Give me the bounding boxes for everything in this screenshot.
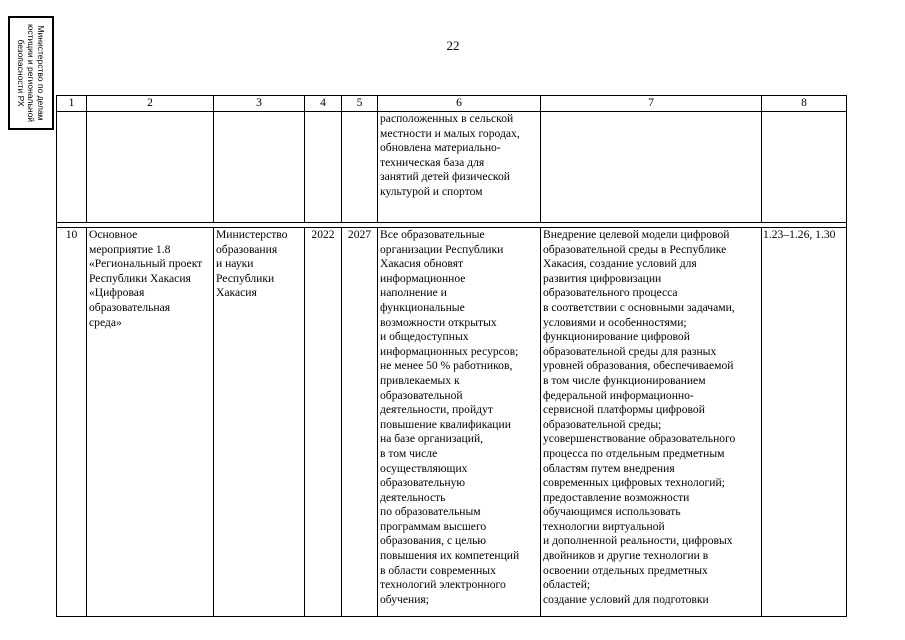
directions-cell: Внедрение целевой модели цифровой образовательной среды в Республике Хакасия, создание условий для развития цифровизации образовательного процесса в соответствии с основными задачами, условиями и особенностями; функционирование цифровой образовательной среды для разных уровней образования, обеспечиваемой в том числе функционированием федеральной информационно- сервисной платформы цифровой образовательной среды; усовершенствование образовательного процесса по отдельным предметным областям путем внедрения современных цифровых технологий; предоставление возможности обучающимся использовать технологии виртуальной и дополненной реальности, цифровых двойников и другие технологии в освоении отдельных предметных областей; создание условий для подготовки (541, 228, 762, 617)
column-header: 2 (87, 96, 214, 112)
table-cell (87, 112, 214, 223)
executor-cell: Министерство образования и науки Республики Хакасия (214, 228, 305, 617)
page-number: 22 (446, 38, 460, 53)
column-header: 3 (214, 96, 305, 112)
year-end-cell: 2027 (342, 228, 378, 617)
indicators-cell: 1.23–1.26, 1.30 (762, 228, 847, 617)
table-cell (762, 112, 847, 223)
column-header: 7 (541, 96, 762, 112)
year-start-cell: 2022 (305, 228, 342, 617)
table-cell (214, 112, 305, 223)
stamp-text: Министерство по делам юстиции и региональной безопасности РХ (16, 23, 46, 123)
column-number-row (57, 96, 847, 112)
column-header: 8 (762, 96, 847, 112)
continuation-row (57, 112, 847, 223)
column-header: 4 (305, 96, 342, 112)
registration-stamp (8, 16, 54, 130)
table-cell (305, 112, 342, 223)
column-header: 5 (342, 96, 378, 112)
result-cell: Все образовательные организации Республики Хакасия обновят информационное наполнение и функциональные возможности открытых и общедоступных информационных ресурсов; не менее 50 % работников, привлекаемых к образовательной деятельности, пройдут повышение квалификации на базе организаций, в том числе осуществляющих образовательную деятельность по образовательным программам высшего образования, с целью повышения их компетенций в области современных технологий электронного обучения; (378, 228, 541, 617)
program-table (56, 95, 847, 617)
table-cell (57, 112, 87, 223)
row-number-cell: 10 (57, 228, 87, 617)
table-cell (541, 112, 762, 223)
column-header: 1 (57, 96, 87, 112)
table-cell (342, 112, 378, 223)
result-cell: расположенных в сельской местности и малых городах, обновлена материально- техническая база для занятий детей физической культурой и спортом (378, 112, 541, 223)
table-row (57, 228, 847, 617)
activity-cell: Основное мероприятие 1.8 «Региональный проект Республики Хакасия «Цифровая образовательная среда» (87, 228, 214, 617)
column-header: 6 (378, 96, 541, 112)
